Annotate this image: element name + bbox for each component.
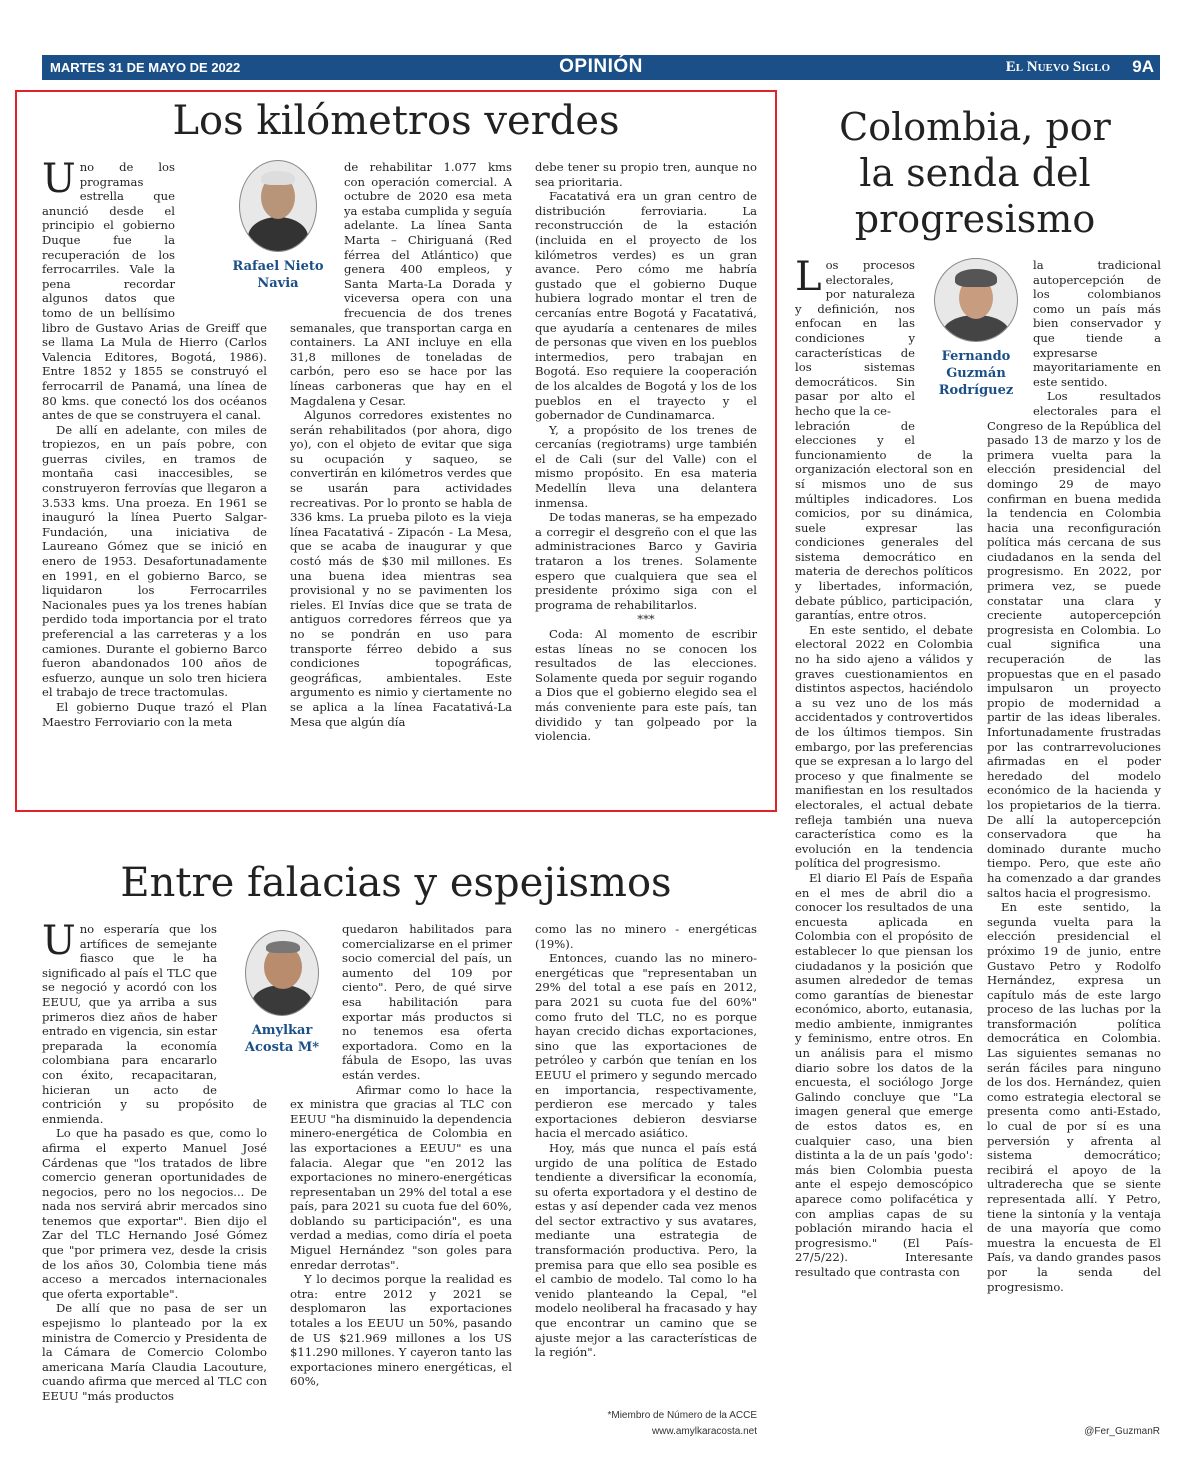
article3-author-name: Fernando Guzmán Rodríguez — [938, 349, 1014, 398]
article3-dropcap: L — [795, 254, 822, 300]
section-title: OPINIÓN — [559, 56, 643, 77]
page-number: 9A — [1132, 57, 1154, 76]
article2-col1-p2: Lo que ha pasado es que, como lo afirma el experto Manuel José Cárdenas que "los tratados de libre comercio generan oportunidades de negocios, pero no los negocios... De nada nos servirá abrir mercados sino tenemos que exportar". Bien dijo el Zar del TLC Hernando José Gómez que "por primera vez, desde la crisis de los años 30, Colombia tiene más acceso a mercados internacionales que oferta exportable". — [42, 1126, 267, 1301]
article1-col1-p3: El gobierno Duque trazó el Plan Maestro Ferroviario con la meta — [42, 699, 267, 729]
article2-col3-p3: Hoy, más que nunca el país está urgido de una política de Estado tendiente a diversificar la economía, su oferta exportadora y el destino de estas y así depender cada vez menos del sector extractivo y sus avatares, mediante una estrategia de transformación productiva. Pero, la premisa para que ello sea posible es el cambio de modelo. Tal como lo ha venido planteando la Cepal, "el modelo neoliberal ha fracasado y hay que encontrar un camino que se ajuste mejor a las características de la región". — [535, 1140, 757, 1360]
header-bar — [42, 55, 1160, 80]
article3-twitter-handle: @Fer_GuzmanR — [1084, 1426, 1160, 1437]
article1-col3-p1: debe tener su propio tren, aunque no sea prioritaria. — [535, 160, 757, 189]
article3-colA — [795, 254, 973, 1280]
article2-website: www.amylkaracosta.net — [651, 1426, 757, 1437]
article3-colA-p2: En este sentido, el debate electoral 2022 en Colombia no ha sido ajeno a válidos y graves cuestionamientos en distintos aspectos, haciéndolo a su vez uno de los más accidentados y controvertidos de los últimos tiempos. Sin embargo, por las preferencias que se expresan a lo largo del proceso y que finalmente se manifiestan en los resultados electorales, el actual debate refleja también una nueva característica como es la evolución en la tendencia política del progresismo. — [795, 622, 973, 871]
article3-colA-p1b: lebración de elecciones y el funcionamiento de la organización electoral son en sí mismos uno de sus múltiples indicadores. Los comicios, por su dinámica, suele expresar las condiciones generales del sistema democrático en materia de derechos políticos y libertades, información, debate público, participación, garantías, entre otros. — [795, 418, 973, 623]
article1-col2 — [290, 160, 512, 729]
article3-colB-p3: En este sentido, la segunda vuelta para la elección presidencial el próximo 19 de junio, entre Gustavo Petro y Rodolfo Hernández, expresa un capítulo más de este largo proceso de las luchas por la transformación política democrática en Colombia. Las siguientes semanas no serán fáciles para ninguno de los dos. Hernández, quien como estrategia electoral se presenta como anti-Estado, lo cual de por sí es una perversión y afrenta al sistema democrático; recibirá el apoyo de la ultraderecha que se siente representada allí. Y Petro, tiene la sintonía y la ventaja de una mayoría que como muestra la encuesta de El País, va dando grandes pasos por la senda del progresismo. — [987, 900, 1161, 1294]
article2-footnote: *Miembro de Número de la ACCE — [607, 1410, 757, 1421]
article2-author-spacer2 — [290, 922, 342, 1092]
article1-col2-p1: de rehabilitar 1.077 kms con operación comercial. A octubre de 2020 esa meta ya estaba cumplida y seguía adelante. La línea Santa Marta – Chiriguaná (Red férrea del Atlántico) que genera 400 empleos, y Santa Marta-La Dorada y viceversa opera con una frecuencia de dos trenes semanales, que transportan carga en containers. La ANI incluye en ella 31,8 millones de toneladas de carbón, pero eso se hace por las líneas carboneras que hay en el Magdalena y Cesar. — [290, 160, 512, 408]
issue-date: MARTES 31 DE MAYO DE 2022 — [50, 60, 241, 75]
article2-title: Entre falacias y espejismos — [120, 860, 672, 906]
article2-col3 — [535, 922, 757, 1360]
article2-dropcap: U — [42, 918, 76, 964]
article2-author-name: Amylkar Acosta M* — [244, 1023, 320, 1055]
article1-col3-p3: Y, a propósito de los trenes de cercanías (regiotrams) urge también el de Cali (sur del Valle) con el mismo propósito. En esa materia Medellín lleva una delantera inmensa. — [535, 422, 757, 510]
article2-col2-p1: quedaron habilitados para comercializarse en el primer socio comercial del país, un aumento del 109 por ciento". Pero, de qué sirve esa habilitación para exportar más productos si no tenemos esa oferta exportadora. Como en la fábula de Esopo, las uvas están verdes. — [342, 922, 512, 1082]
article3-colA-p3: El diario El País de España en el mes de abril dio a conocer los resultados de una encuesta aplicada en Colombia con el propósito de establecer lo que piensan los ciudadanos y la posición que asumen alrededor de temas como garantías de bienestar económico, aborto, eutanasia, medio ambiente, inmigrantes y feminismo, entre otros. En un análisis para el mismo diario sobre los datos de la encuesta, el sociólogo Jorge Galindo concluye que "La imagen general que emerge de estos datos es, en cualquier caso, una bien distinta a la de un país 'godo': más bien Colombia puesta ante el espejo demoscópico aparece como polifacética y con amplias capas de su población mirando hacia el progresismo." (El País-27/5/22). Interesante resultado que contrasta con — [795, 870, 973, 1279]
article1-author-name: Rafael Nieto Navia — [232, 259, 324, 291]
article3-colA-top: Los procesos electorales, por naturaleza y definición, nos enfocan en las condiciones y características de los sistemas democráticos. Sin pasar por alto el hecho que la ce- — [795, 254, 915, 418]
article2-col2-p2: Afirmar como lo hace la ex ministra que gracias al TLC con EEUU "ha disminuido la dependencia minero-energética de Colombia en las exportaciones a EEUU" es una falacia. Alegar que "en 2012 las exportaciones no minero-energéticas representaban un 29% del total a ese país, para 2021 su cuota fue del 60%, doblando su participación", es una verdad a medias, como diría el poeta Miguel Hernández "son goles para enredar derrotas". — [290, 1082, 512, 1272]
article3-colB-p2: Los resultados electorales para el Congreso de la República del pasado 13 de marzo y los de primera vuelta para la elección presidencial del domingo 29 de mayo confirman en buena medida la tendencia en Colombia hacia una reconfiguración política más cercana de sus ciudadanos en la senda del progresismo. En 2022, por primera vez, se puede constatar una clara y creciente autopercepción progresista en Colombia. Lo cual significa una recuperación de las propuestas que en el pasado impulsaron un proyecto propio de modernidad a partir de las ideas liberales. Infortunadamente frustradas por las contrarrevoluciones afirmadas en el poder heredado del modelo económico de la hacienda y los propietarios de la tierra. De allí la autopercepción conservadora que ha dominado durante mucho tiempo. Pero, que este año ha comenzado a dar grandes saltos hacia el progresismo. — [987, 389, 1161, 900]
article3-author-spacer — [915, 258, 973, 434]
article1-author-spacer2 — [290, 160, 344, 310]
article2-col1-p3: De allí que no pasa de ser un espejismo lo planteado por la ex ministra de Comercio y Presidenta de la Cámara de Comercio Colombo americana María Claudia Lacouture, cuando afirma que merced al TLC con EEUU "más productos — [42, 1301, 267, 1403]
article3-author-spacer2 — [987, 258, 1033, 418]
article3-title: Colombia, por la senda del progresismo — [839, 105, 1111, 241]
article1-col3 — [535, 160, 757, 744]
article1-col2-p2: Algunos corredores existentes no serán rehabilitados (por ahora, digo yo), con el objeto de evitar que siga su ocupación y saqueo, se convertirán en kilómetros verdes que se usarán para actividades recreativas. Por lo pronto se habla de 336 kms. La prueba piloto es la vieja línea Facatativá - Zipacón - La Mesa, que se acaba de inaugurar y que costó más de $30 mil millones. Es una buena idea mientras sea provisional y no se pavimenten los rieles. El Invías dice que se trata de antiguos corredores férreos que ya no se pondrán en uso para transporte férreo debido a sus condiciones topográficas, geográficas, ambientales. Este argumento es nimio y ciertamente no se aplica a la línea Facatativá-La Mesa que algún día — [290, 408, 512, 729]
article2-col1-p1: Uno esperaría que los artífices de semejante fiasco que le ha significado al país el TLC que se negoció y acordó con los EEUU, que ya arriba a sus primeros diez años de haber entrado en vigencia, sin estar preparada la economía colombiana para encararlo con éxito, recapacitaran, hicieran un acto de contrición y su propósito de enmienda. — [42, 918, 267, 1126]
article3-colB — [987, 258, 1161, 1294]
article1-col1-p2: De allí en adelante, con miles de tropiezos, en un país pobre, con guerras civiles, en tramos de montaña casi inaccesibles, se construyeron ferrovías que llegaron a 3.533 kms. Una proeza. En 1961 se inauguró la línea Puerto Salgar-Fundación, una iniciativa de Laureano Gómez que se inició en enero de 1953. Desafortunadamente en 1991, en el gobierno Barco, se liquidaron los Ferrocarriles Nacionales pues ya los trenes habían perdido toda importancia por el trato preferencial a las carreteras y a los camiones. Durante el gobierno Barco fueron abandonados 100 años de esfuerzo, aunque un solo tren hiciera el trabajo de trece tractomulas. — [42, 422, 267, 700]
article2-col3-p2: Entonces, cuando las no minero-energéticas que "representaban un 29% del total a ese país en 2012, para 2021 su cuota fue del 60%" como fruto del TLC, no es porque hayan crecido dichas exportaciones, sino que las exportaciones de petróleo y carbón que tenían en los EEUU el primero y segundo mercado en importancia, respectivamente, perdieron ese mercado y tales exportaciones debieron desviarse hacia el mercado asiático. — [535, 951, 757, 1141]
article1-dropcap: U — [42, 156, 76, 202]
article1-separator: *** — [637, 612, 655, 627]
article2-col2-p3: Y lo decimos porque la realidad es otra: entre 2012 y 2021 se desplomaron las exportaciones totales a los EEUU un 50%, pasando de US $21.969 millones a los US $11.290 millones. Y cayeron tanto las exportaciones minero energéticas, el 60%, — [290, 1272, 512, 1389]
article2-col3-p1: como las no minero - energéticas (19%). — [535, 922, 757, 951]
article1-title: Los kilómetros verdes — [172, 98, 620, 144]
article1-col1-p1: Uno de los programas estrella que anunció desde el principio el gobierno Duque fue la recuperación de los ferrocarriles. Vale la pena recordar algunos datos que tomo de un bellísimo libro de Gustavo Arias de Greiff que se llama La Mula de Hierro (Carlos Valencia Editores, Bogotá, 1986). Entre 1852 y 1855 se construyó el ferrocarril de Panamá, una línea de 80 kms. que conectó los dos océanos antes de que se construyera el canal. — [42, 156, 267, 423]
newspaper-brand: El Nuevo Siglo — [1005, 59, 1110, 75]
article3-colB-top: la tradicional autopercepción de los colombianos como un país más bien conservador y que tiende a expresarse mayoritariamente en este sentido. — [1033, 258, 1161, 389]
article1-col3-p4: De todas maneras, se ha empezado a corregir el desgreño con el que las administraciones Barco y Gaviria trataron a los trenes. Solamente espero que cualquiera que sea el presidente próximo siga con el programa de rehabilitarlos. — [535, 510, 757, 612]
article1-col3-p5: Coda: Al momento de escribir estas líneas no se conocen los resultados de las elecciones. Solamente queda por seguir rogando a Dios que el gobierno elegido sea el más conveniente para este país, tan dividido y tan golpeado por la violencia. — [535, 627, 757, 744]
article2-col2 — [290, 922, 512, 1389]
article1-col3-p2: Facatativá era un gran centro de distribución ferroviaria. La reconstrucción de la estación (incluida en el proyecto de los kilómetros verdes) es un gran avance. Pero cómo me habría gustado que el gobierno Duque hubiera logrado montar el tren de cercanías entre Bogotá y Facatativá, que ayudaría a centenares de miles de personas que viven en los pueblos intermedios, pero trabajan en Bogotá. Eso requiere la cooperación de los alcaldes de Bogotá y los de los pueblos en el trayecto y el gobernador de Cundinamarca. — [535, 189, 757, 423]
